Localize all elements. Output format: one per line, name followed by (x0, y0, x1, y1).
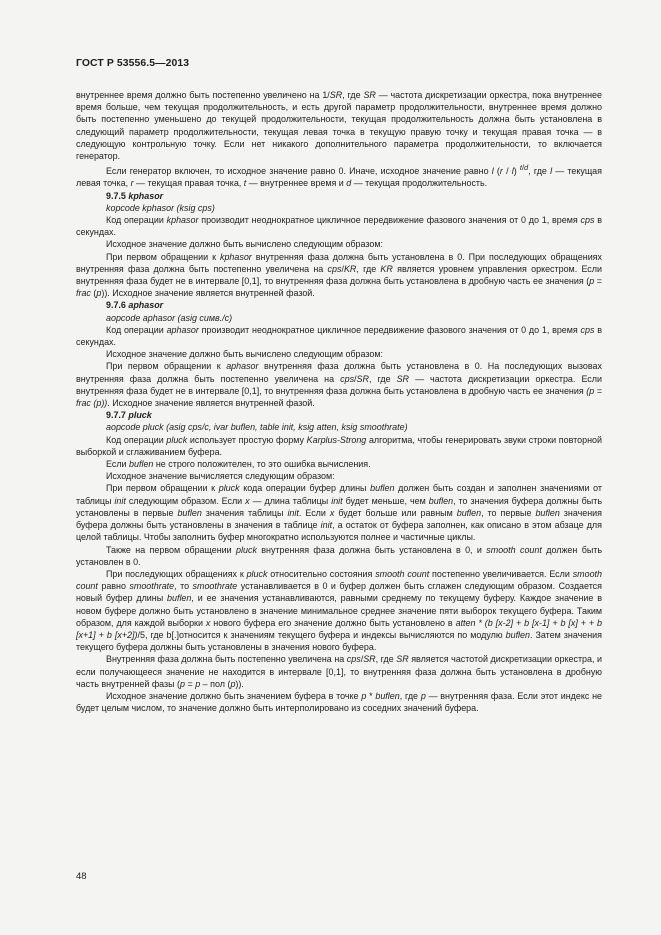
paragraph: При последующих обращениях к pluck относительно состояния smooth count постепенно увеличивается. Если smooth count равно smoothrate, то smoothrate устанавливается в 0 и буфер должен быть сглажен следующим образом. Создается новый буфер длины buflen, и ее значения устанавливаются, равными среднему по текущему буферу. Каждое значение в новом буфере должно быть установлено в значение минимальное среднее значение пяти выборок текущего буфера. Таким образом, для каждой выборки x нового буфера его значение должно быть установлено в atten * (b [x-2] + b [x-1] + b [x] + + b [x+1] + b [x+2])/5, где b[.]относится к значениям текущего буфера и индексы вычисляются по модулю buflen. Затем значения текущего буфера должны быть установлены в значения нового буфера. (76, 568, 603, 653)
paragraph: Исходное значение должно быть значением буфера в точке p * buflen, где p — внутренняя фаза. Если этот индекс не будет целым числом, то значение должно быть интерполировано из соседних значений буфера. (76, 690, 602, 714)
code-signature: aopcode aphasor (asig симв./c) (106, 312, 233, 323)
paragraph: Исходное значение должно быть вычислено следующим образом: (106, 349, 383, 360)
paragraph: Код операции pluck использует простую форму Karplus-Strong алгоритма, чтобы генерировать звуки строки повторной выборкой и сглаживанием буфера. (76, 434, 602, 457)
paragraph: Если генератор включен, то исходное значение равно 0. Иначе, исходное значение равно l (r / l) $^{t/d}$, где l — текущая левая точка, r — текущая правая точка, t — внутреннее время и d — текущая продолжительность. (76, 163, 602, 189)
paragraph: Код операции kphasor производит неоднократное цикличное передвижение фазового значения от 0 до 1, время cps в секундах. (76, 215, 602, 238)
paragraph: Код операции aphasor производит неоднократное цикличное передвижение фазового значения от 0 до 1, время cps в секундах. (76, 324, 602, 348)
section-heading: 9.7.7 pluck (106, 410, 152, 421)
paragraph: При первом обращении к aphasor внутренняя фаза должна быть установлена в 0. На последующих вызовах внутренняя фаза должна быть постепенно увеличена на cps/SR, где SR — частота дискретизации оркестра. Если внутренняя фаза будет не в интервале [0,1], то внутренняя фаза должна быть установлена в дробную часть ее значения (p = frac (p)). Исходное значение является внутренней фазой. (76, 361, 602, 409)
section-heading: 9.7.6 aphasor (106, 300, 164, 311)
section-heading: 9.7.5 kphasor (106, 190, 164, 201)
paragraph: внутреннее время должно быть постепенно увеличено на 1/SR, где SR — частота дискретизации оркестра, пока внутреннее время больше, чем текущая продолжительность, и есть другой параметр продолжительности, внутреннее время должно быть постепенно уменьшено до текущей продолжительности, текущая продолжительность должна быть установлена в следующий параметр продолжительности, текущая левая точка в текущую правую точку и текущая правая точка — в следующую контрольную точку. Если нет никакого дополнительного параметра продолжительности, то включается генератор. (76, 90, 602, 162)
document-header: ГОСТ Р 53556.5—2013 (76, 58, 190, 69)
code-signature: kopcode kphasor (ksig cps) (106, 202, 215, 213)
document-body (76, 89, 602, 714)
paragraph: Если buflen не строго положителен, то это ошибка вычисления. (106, 459, 371, 470)
paragraph: Исходное значение должно быть вычислено следующим образом: (106, 239, 383, 250)
paragraph: Внутренняя фаза должна быть постепенно увеличена на cps/SR, где SR является частотой дискретизации оркестра, и если получающееся значение не находится в интервале [0,1], то внутренняя фаза должна быть установлена в дробную часть внутренней фазы (p = p – пол (p)). (76, 654, 602, 689)
page-number: 48 (76, 871, 87, 882)
paragraph: Также на первом обращении pluck внутренняя фаза должна быть установлена в 0, и smooth count должен быть установлен в 0. (76, 544, 603, 567)
paragraph: Исходное значение вычисляется следующим образом: (106, 471, 335, 482)
paragraph: При первом обращении к pluck кода операции буфер длины buflen должен быть создан и заполнен значениями от таблицы init следующим образом. Если x — длина таблицы init будет меньше, чем buflen, то значения буфера должны быть установлены в первые buflen значения таблицы init. Если x будет больше или равным buflen, то первые buflen значения буфера должны быть установлены в значения в таблице init, а остаток от буфера заполнен, как описано в этом абзаце для целой таблицы. Чтобы заполнить буфер многократно используются полнее и частичные циклы. (76, 483, 602, 543)
code-signature: aopcode pluck (asig cps/c, ivar buflen, table init, ksig atten, ksig smoothrate) (106, 422, 408, 433)
paragraph: При первом обращении к kphasor внутренняя фаза должна быть установлена в 0. При последующих обращениях внутренняя фаза должна быть постепенно увеличена на cps/KR, где KR является уровнем управления оркестром. Если внутренняя фаза будет не в интервале [0,1], то внутренняя фаза должна быть установлена в дробную часть ее значения (p = frac (p)). Исходное значение является внутренней фазой. (76, 251, 603, 299)
